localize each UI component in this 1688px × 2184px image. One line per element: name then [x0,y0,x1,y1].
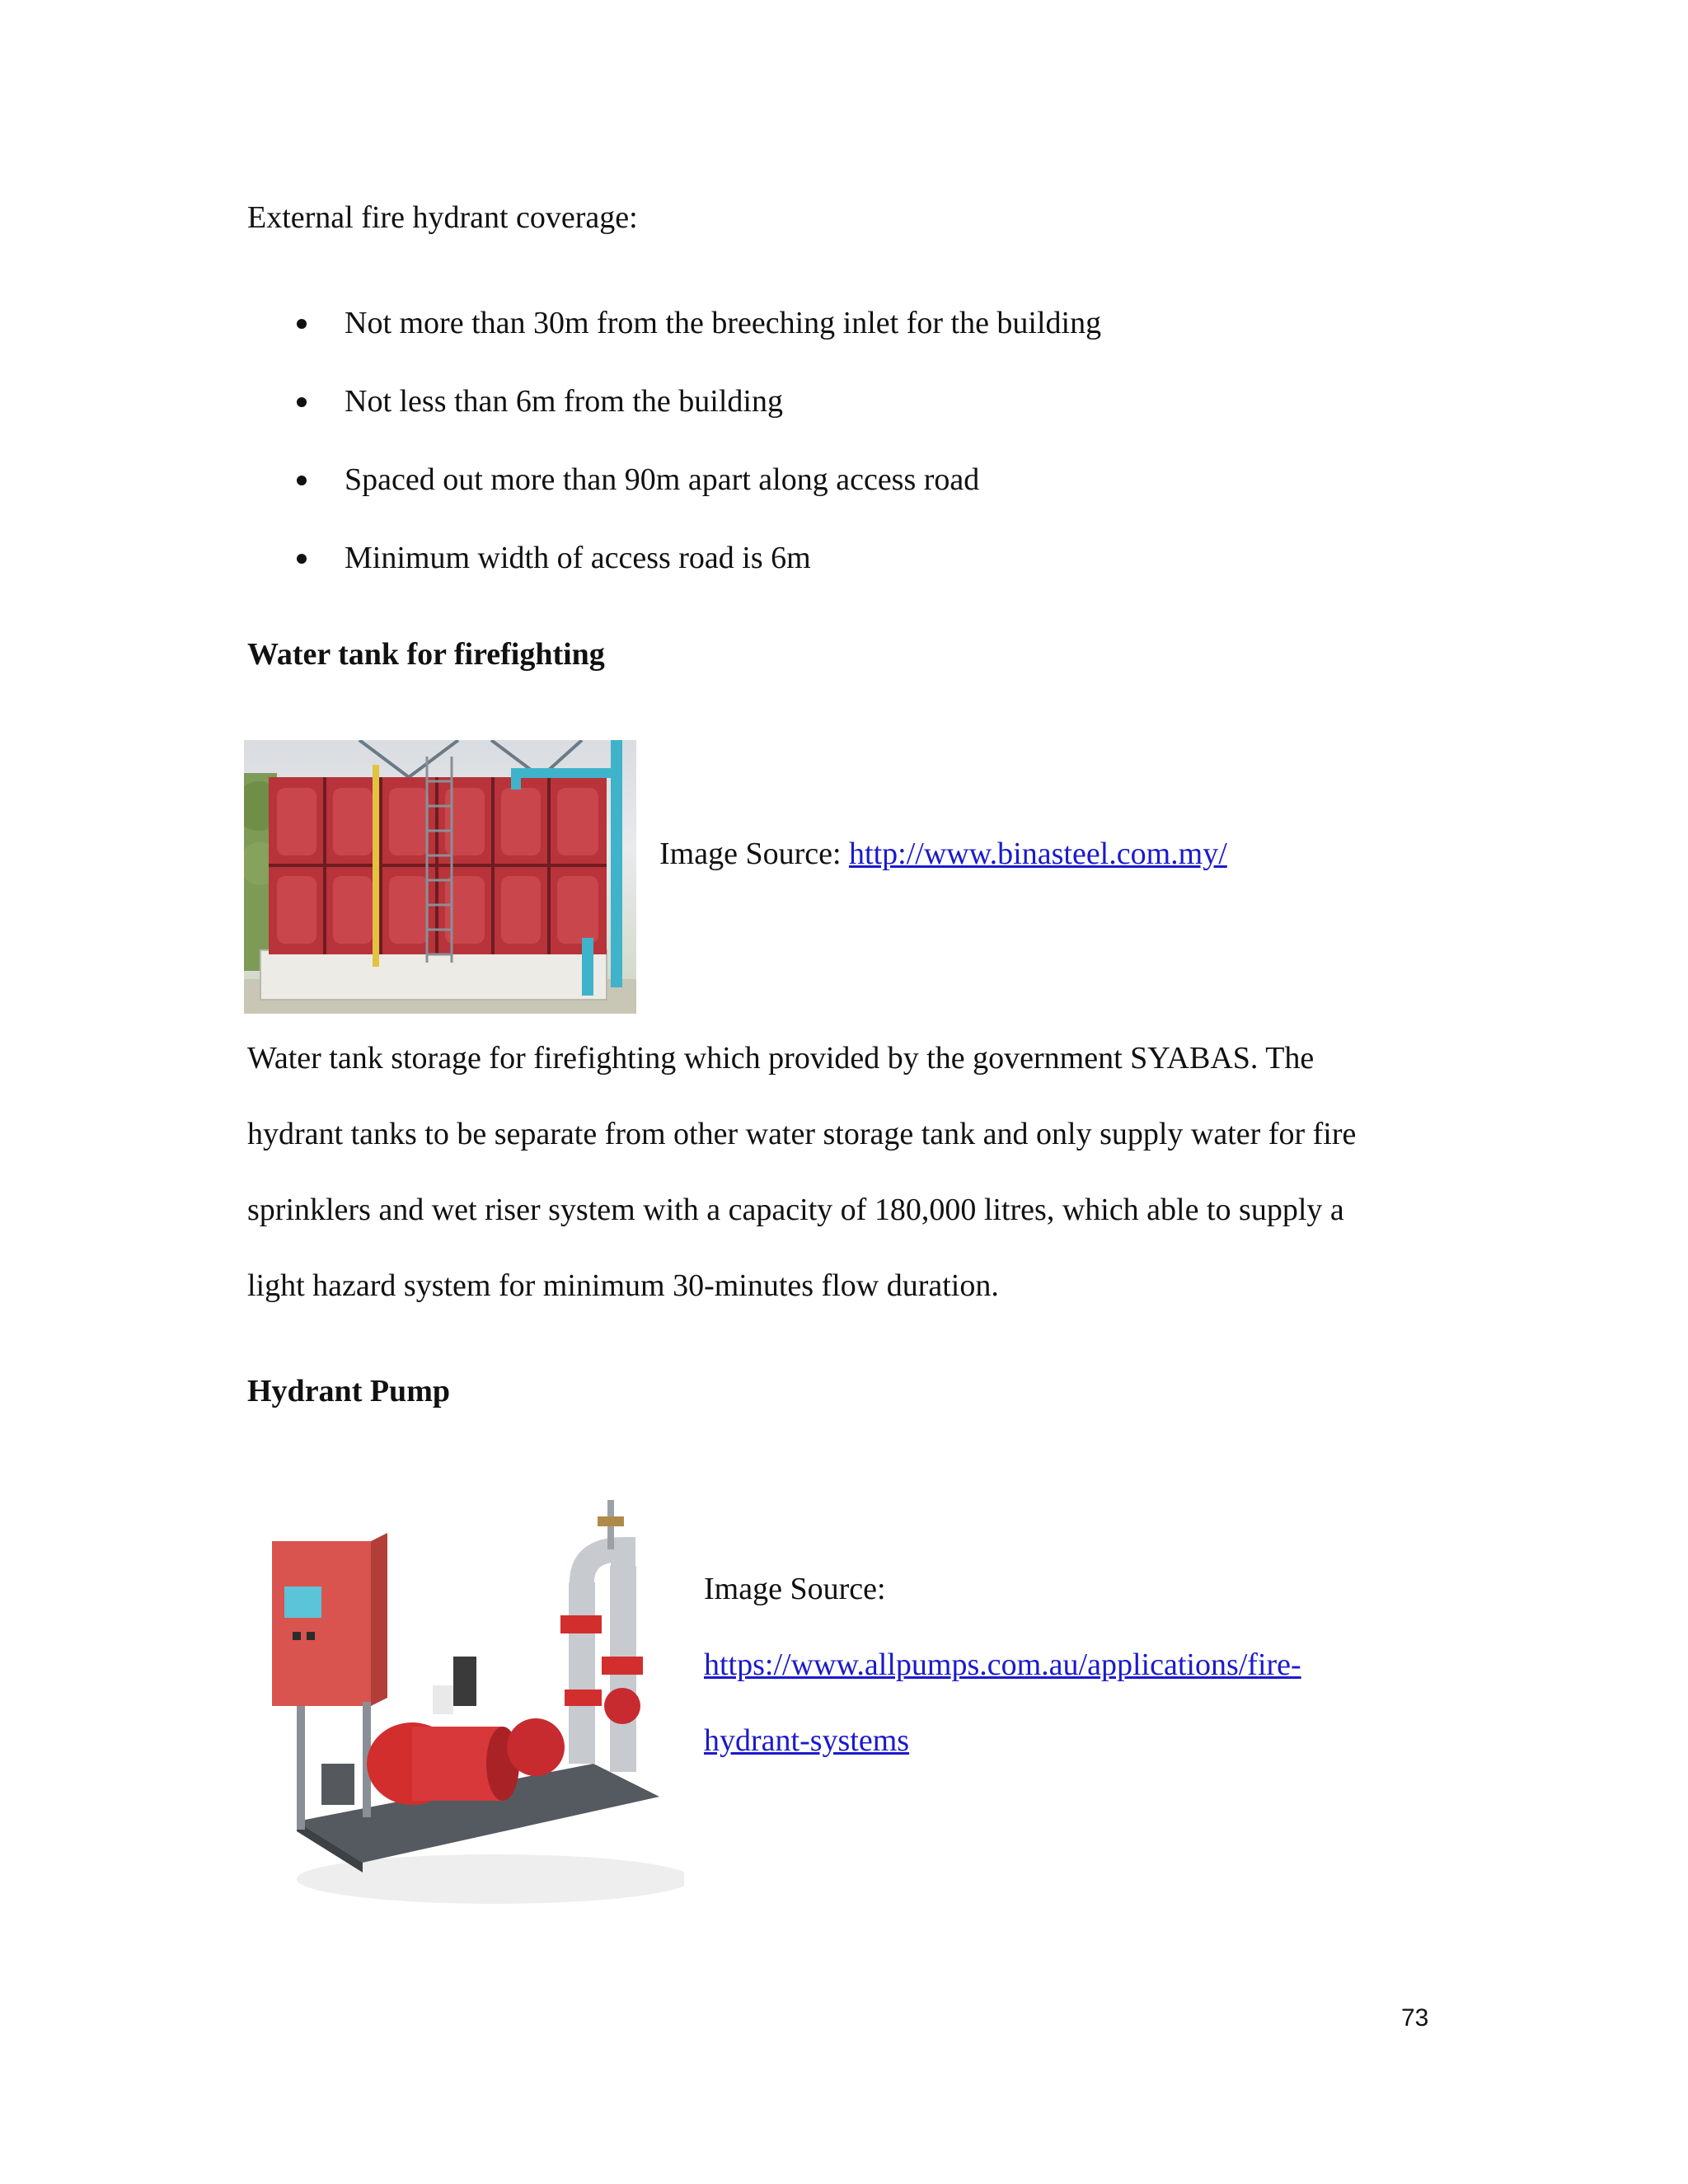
list-item: Not less than 6m from the building [345,384,783,419]
bullet-marker [297,319,307,329]
bullet-marker [297,476,307,485]
image-source-label: Image Source: [659,837,850,871]
list-item: Minimum width of access road is 6m [345,541,811,575]
bullet-marker [297,397,307,407]
intro-text: External fire hydrant coverage: [247,200,638,235]
list-item: Not more than 30m from the breeching inlet for the building [345,306,1102,340]
list-item: Spaced out more than 90m apart along access road [345,462,980,497]
bullet-marker [297,554,307,564]
binasteel-link[interactable]: http://www.binasteel.com.my/ [849,837,1227,871]
paragraph-line: sprinklers and wet riser system with a capacity of 180,000 litres, which able to supply a [247,1193,1344,1227]
paragraph-line: hydrant tanks to be separate from other water storage tank and only supply water for fire [247,1117,1357,1151]
paragraph-line: Water tank storage for firefighting which provided by the government SYABAS. The [247,1041,1315,1076]
allpumps-link-line1[interactable]: https://www.allpumps.com.au/applications/fire- [704,1647,1301,1682]
paragraph-line: light hazard system for minimum 30-minutes flow duration. [247,1268,999,1303]
section-heading-water-tank: Water tank for firefighting [247,637,605,672]
water-tank-illustration [244,740,636,1014]
image-source-water-tank [659,836,1227,872]
section-heading-hydrant-pump: Hydrant Pump [247,1374,450,1408]
page-number: 73 [1401,2004,1429,2032]
hydrant-pump-illustration [247,1492,684,1920]
allpumps-link-line2[interactable]: hydrant-systems [704,1723,910,1758]
image-source-pump-label: Image Source: [704,1572,886,1606]
hydrant-pump-image [247,1492,684,1920]
water-tank-image [244,740,636,1014]
